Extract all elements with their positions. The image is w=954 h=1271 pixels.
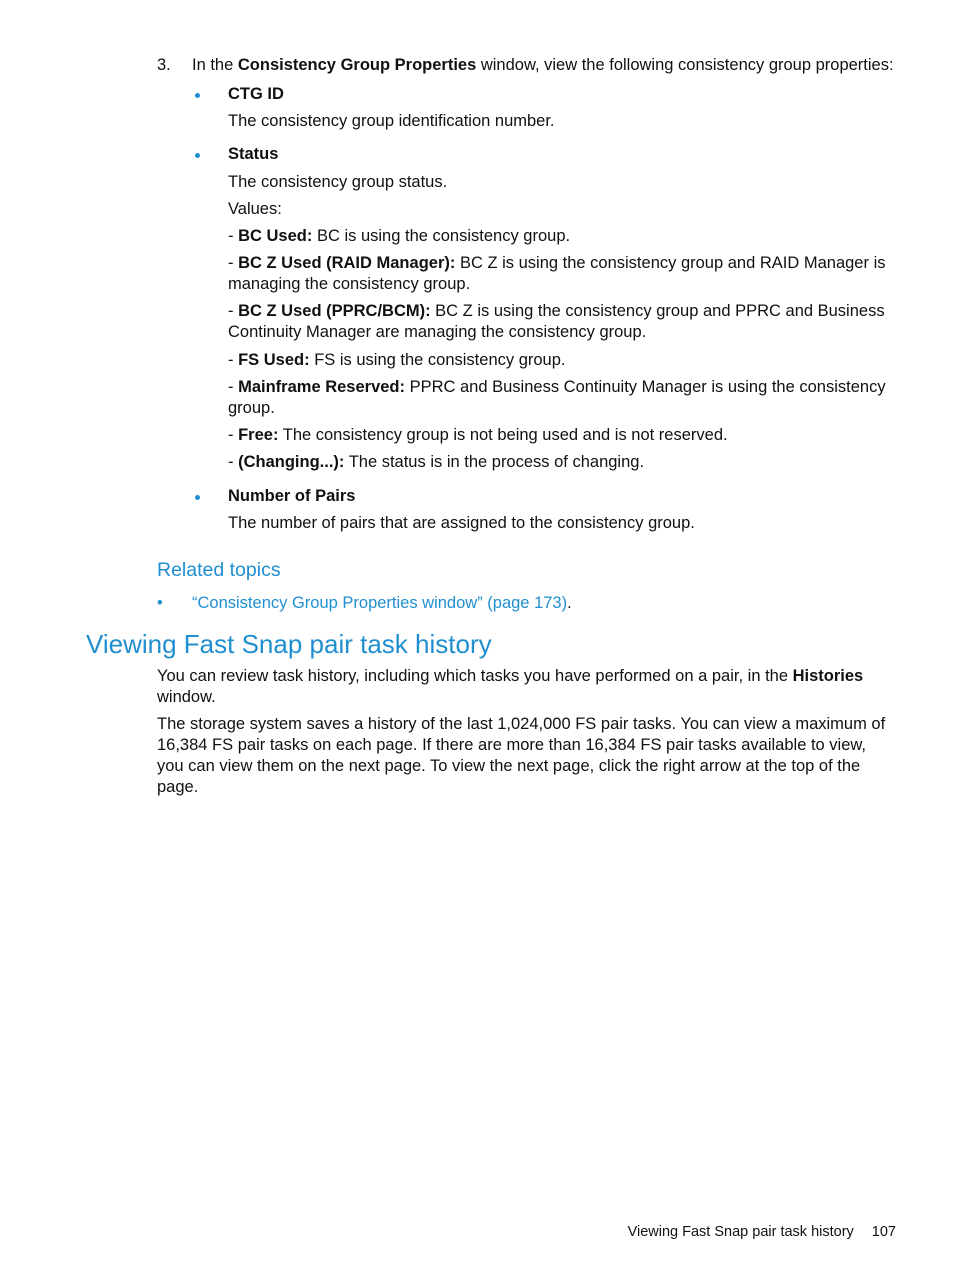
- consistency-group-properties-link[interactable]: “Consistency Group Properties window” (page 173): [192, 594, 568, 612]
- section-heading: Viewing Fast Snap pair task history: [86, 629, 492, 659]
- step-number: 3.: [157, 56, 171, 74]
- bullet-dot: [195, 93, 200, 98]
- related-topics-heading: Related topics: [157, 559, 281, 581]
- running-title: Viewing Fast Snap pair task history: [627, 1224, 854, 1240]
- property-desc-ctg-id: The consistency group identification number.: [228, 112, 555, 130]
- bullet-dot: [195, 153, 200, 158]
- status-value-mainframe-reserved: - Mainframe Reserved: PPRC and Business Continuity Manager is using the consistency group.: [228, 378, 886, 417]
- link-bullet: •: [157, 594, 163, 612]
- property-term-status: Status: [228, 145, 279, 163]
- section-paragraph-2: The storage system saves a history of the last 1,024,000 FS pair tasks. You can view a maximum of 16,384 FS pair tasks on each page. If there are more than 16,384 FS pair tasks available to view, you can view them on the next page. To view the next page, click the right arrow at the top of the page.: [157, 715, 886, 796]
- status-value-bc-z-pprc: - BC Z Used (PPRC/BCM): BC Z is using the consistency group and PPRC and Business Continuity Manager are managing the consistency group.: [228, 302, 885, 341]
- property-desc-status: The consistency group status.: [228, 173, 448, 191]
- status-value-changing: - (Changing...): The status is in the process of changing.: [228, 453, 645, 471]
- bullet-dot: [195, 495, 200, 500]
- property-term-ctg-id: CTG ID: [228, 85, 284, 103]
- section-paragraph-1: You can review task history, including which tasks you have performed on a pair, in the Histories window.: [157, 667, 864, 706]
- histories-window-name: Histories: [792, 667, 864, 685]
- page-number: 107: [871, 1224, 896, 1240]
- status-value-free: - Free: The consistency group is not being used and is not reserved.: [228, 426, 728, 444]
- status-value-bc-used: - BC Used: BC is using the consistency group.: [228, 227, 571, 245]
- property-term-number-of-pairs: Number of Pairs: [228, 487, 356, 505]
- status-value-bc-z-raid: - BC Z Used (RAID Manager): BC Z is using the consistency group and RAID Manager is managing the consistency group.: [228, 254, 886, 293]
- values-label: Values:: [228, 200, 282, 218]
- property-desc-number-of-pairs: The number of pairs that are assigned to the consistency group.: [228, 514, 695, 532]
- related-topic-item: • “Consistency Group Properties window” (page 173).: [157, 594, 572, 612]
- page-footer: [628, 1222, 896, 1242]
- window-name: Consistency Group Properties: [237, 56, 477, 74]
- step-intro: In the Consistency Group Properties window, view the following consistency group properties:: [192, 56, 894, 74]
- status-value-fs-used: - FS Used: FS is using the consistency group.: [228, 351, 566, 369]
